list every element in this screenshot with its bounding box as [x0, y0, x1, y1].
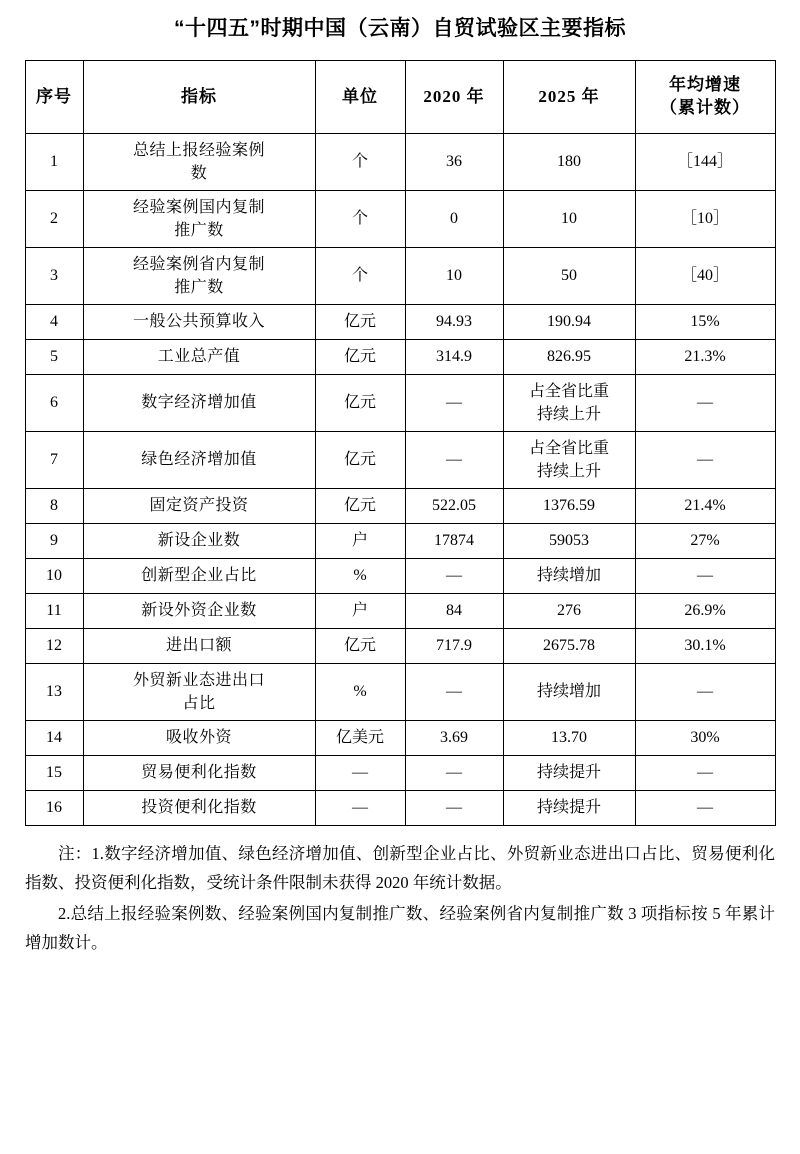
indicator-line2: 推广数: [174, 222, 224, 239]
cell-unit: 亿元: [315, 305, 405, 340]
table-header-row: [25, 61, 775, 134]
cell-indicator: 绿色经济增加值: [83, 432, 315, 489]
cell-growth-rate: —: [635, 375, 775, 432]
cell-2025: 13.70: [503, 721, 635, 756]
cell-no: 2: [25, 191, 83, 248]
cell-no: 7: [25, 432, 83, 489]
cell-2025: 持续增加: [503, 664, 635, 721]
cell-no: 13: [25, 664, 83, 721]
cell-unit: 亿元: [315, 432, 405, 489]
indicator-line1: 总结上报经验案例: [132, 141, 265, 159]
cell-no: 1: [25, 134, 83, 191]
indicators-table: [25, 60, 776, 826]
cell-2020: 3.69: [405, 721, 503, 756]
table-row: [25, 559, 775, 594]
cell-2020: —: [405, 375, 503, 432]
cell-2020: —: [405, 791, 503, 826]
cell-no: 10: [25, 559, 83, 594]
cell-growth-rate: ［10］: [635, 191, 775, 248]
cell-growth-rate: —: [635, 791, 775, 826]
cell-unit: 个: [315, 134, 405, 191]
cell-indicator: [83, 134, 315, 191]
column-header-indicator: 指标: [83, 61, 315, 134]
table-row: [25, 248, 775, 305]
cell-2025: 276: [503, 594, 635, 629]
indicator-line1: 外贸新业态进出口: [132, 671, 265, 689]
cell-growth-rate: 21.3%: [635, 340, 775, 375]
cell-no: 6: [25, 375, 83, 432]
cell-no: 4: [25, 305, 83, 340]
cell-2020: 314.9: [405, 340, 503, 375]
cell-2025: 10: [503, 191, 635, 248]
cell-no: 5: [25, 340, 83, 375]
table-body: [25, 134, 775, 826]
note-item-1: 注：1.数字经济增加值、绿色经济增加值、创新型企业占比、外贸新业态进出口占比、贸易便利化指数、投资便利化指数，受统计条件限制未获得 2020 年统计数据。: [25, 844, 775, 892]
cell-growth-rate: —: [635, 756, 775, 791]
table-row: [25, 756, 775, 791]
cell-indicator: [83, 664, 315, 721]
cell-2025: 59053: [503, 524, 635, 559]
cell-2025: [503, 432, 635, 489]
column-header-growth-rate: [635, 61, 775, 134]
cell-2020: 36: [405, 134, 503, 191]
table-row: [25, 432, 775, 489]
table-row: [25, 134, 775, 191]
cell-2020: —: [405, 664, 503, 721]
cell-indicator: 进出口额: [83, 629, 315, 664]
cell-indicator: 投资便利化指数: [83, 791, 315, 826]
cell-growth-rate: —: [635, 559, 775, 594]
cell-unit: 个: [315, 191, 405, 248]
cell-indicator: 创新型企业占比: [83, 559, 315, 594]
indicator-line1: 经验案例国内复制: [132, 198, 265, 216]
cell-unit: —: [315, 756, 405, 791]
cell-2025-line2: 持续上升: [536, 463, 601, 480]
cell-no: 15: [25, 756, 83, 791]
cell-growth-rate: —: [635, 664, 775, 721]
table-row: [25, 721, 775, 756]
cell-unit: —: [315, 791, 405, 826]
column-header-year-2020: 2020 年: [405, 61, 503, 134]
cell-unit: 亿元: [315, 340, 405, 375]
cell-2020: 717.9: [405, 629, 503, 664]
cell-unit: 户: [315, 524, 405, 559]
cell-2025: 持续提升: [503, 756, 635, 791]
cell-growth-rate: 21.4%: [635, 489, 775, 524]
cell-2025: 持续提升: [503, 791, 635, 826]
cell-indicator: 贸易便利化指数: [83, 756, 315, 791]
table-notes: [25, 840, 775, 958]
table-row: [25, 340, 775, 375]
note-item-2: 2.总结上报经验案例数、经验案例国内复制推广数、经验案例省内复制推广数 3 项指标按 5 年累计增加数计。: [25, 903, 775, 952]
cell-unit: 个: [315, 248, 405, 305]
cell-2025: 2675.78: [503, 629, 635, 664]
indicator-line2: 数: [190, 165, 208, 182]
cell-2025: [503, 375, 635, 432]
growth-rate-label-line2: （累计数）: [660, 98, 750, 117]
page-title: “十四五”时期中国（云南）自贸试验区主要指标: [174, 17, 626, 40]
cell-2020: —: [405, 559, 503, 594]
cell-indicator: 一般公共预算收入: [83, 305, 315, 340]
indicator-line2: 推广数: [174, 279, 224, 296]
growth-rate-label-line1: 年均增速: [669, 75, 741, 95]
cell-2020: 0: [405, 191, 503, 248]
cell-2020: 10: [405, 248, 503, 305]
cell-indicator: 新设企业数: [83, 524, 315, 559]
cell-no: 8: [25, 489, 83, 524]
cell-2020: —: [405, 432, 503, 489]
table-row: [25, 375, 775, 432]
cell-indicator: 工业总产值: [83, 340, 315, 375]
table-row: [25, 305, 775, 340]
cell-2020: 84: [405, 594, 503, 629]
cell-2020: 17874: [405, 524, 503, 559]
table-row: [25, 791, 775, 826]
cell-2025: 持续增加: [503, 559, 635, 594]
indicator-line2: 占比: [182, 695, 216, 712]
column-header-unit: 单位: [315, 61, 405, 134]
table-row: [25, 489, 775, 524]
cell-indicator: 固定资产投资: [83, 489, 315, 524]
table-row: [25, 629, 775, 664]
cell-no: 9: [25, 524, 83, 559]
cell-growth-rate: 27%: [635, 524, 775, 559]
cell-no: 11: [25, 594, 83, 629]
cell-2020: 94.93: [405, 305, 503, 340]
cell-2025: 1376.59: [503, 489, 635, 524]
column-header-year-2025: 2025 年: [503, 61, 635, 134]
cell-unit: 亿元: [315, 489, 405, 524]
cell-growth-rate: ［40］: [635, 248, 775, 305]
cell-growth-rate: 30.1%: [635, 629, 775, 664]
cell-unit: %: [315, 664, 405, 721]
cell-growth-rate: 26.9%: [635, 594, 775, 629]
cell-indicator: [83, 191, 315, 248]
cell-2025-line2: 持续上升: [536, 406, 601, 423]
cell-2025: 180: [503, 134, 635, 191]
cell-unit: 户: [315, 594, 405, 629]
cell-growth-rate: 30%: [635, 721, 775, 756]
cell-2025-line1: 占全省比重: [528, 382, 609, 400]
table-row: [25, 524, 775, 559]
document-page: [0, 12, 800, 958]
cell-indicator: 数字经济增加值: [83, 375, 315, 432]
cell-unit: 亿元: [315, 375, 405, 432]
cell-2025: 826.95: [503, 340, 635, 375]
cell-unit: 亿元: [315, 629, 405, 664]
indicator-line1: 经验案例省内复制: [132, 255, 265, 273]
cell-2020: 522.05: [405, 489, 503, 524]
cell-no: 14: [25, 721, 83, 756]
cell-indicator: [83, 248, 315, 305]
cell-indicator: 吸收外资: [83, 721, 315, 756]
cell-2025-line1: 占全省比重: [528, 439, 609, 457]
table-row: [25, 594, 775, 629]
cell-unit: 亿美元: [315, 721, 405, 756]
cell-indicator: 新设外资企业数: [83, 594, 315, 629]
cell-growth-rate: —: [635, 432, 775, 489]
table-row: [25, 664, 775, 721]
table-header: [25, 61, 775, 134]
cell-growth-rate: 15%: [635, 305, 775, 340]
cell-2025: 50: [503, 248, 635, 305]
cell-unit: %: [315, 559, 405, 594]
column-header-no: 序号: [25, 61, 83, 134]
cell-2020: —: [405, 756, 503, 791]
cell-2025: 190.94: [503, 305, 635, 340]
cell-no: 3: [25, 248, 83, 305]
cell-growth-rate: ［144］: [635, 134, 775, 191]
cell-no: 16: [25, 791, 83, 826]
table-row: [25, 191, 775, 248]
cell-no: 12: [25, 629, 83, 664]
